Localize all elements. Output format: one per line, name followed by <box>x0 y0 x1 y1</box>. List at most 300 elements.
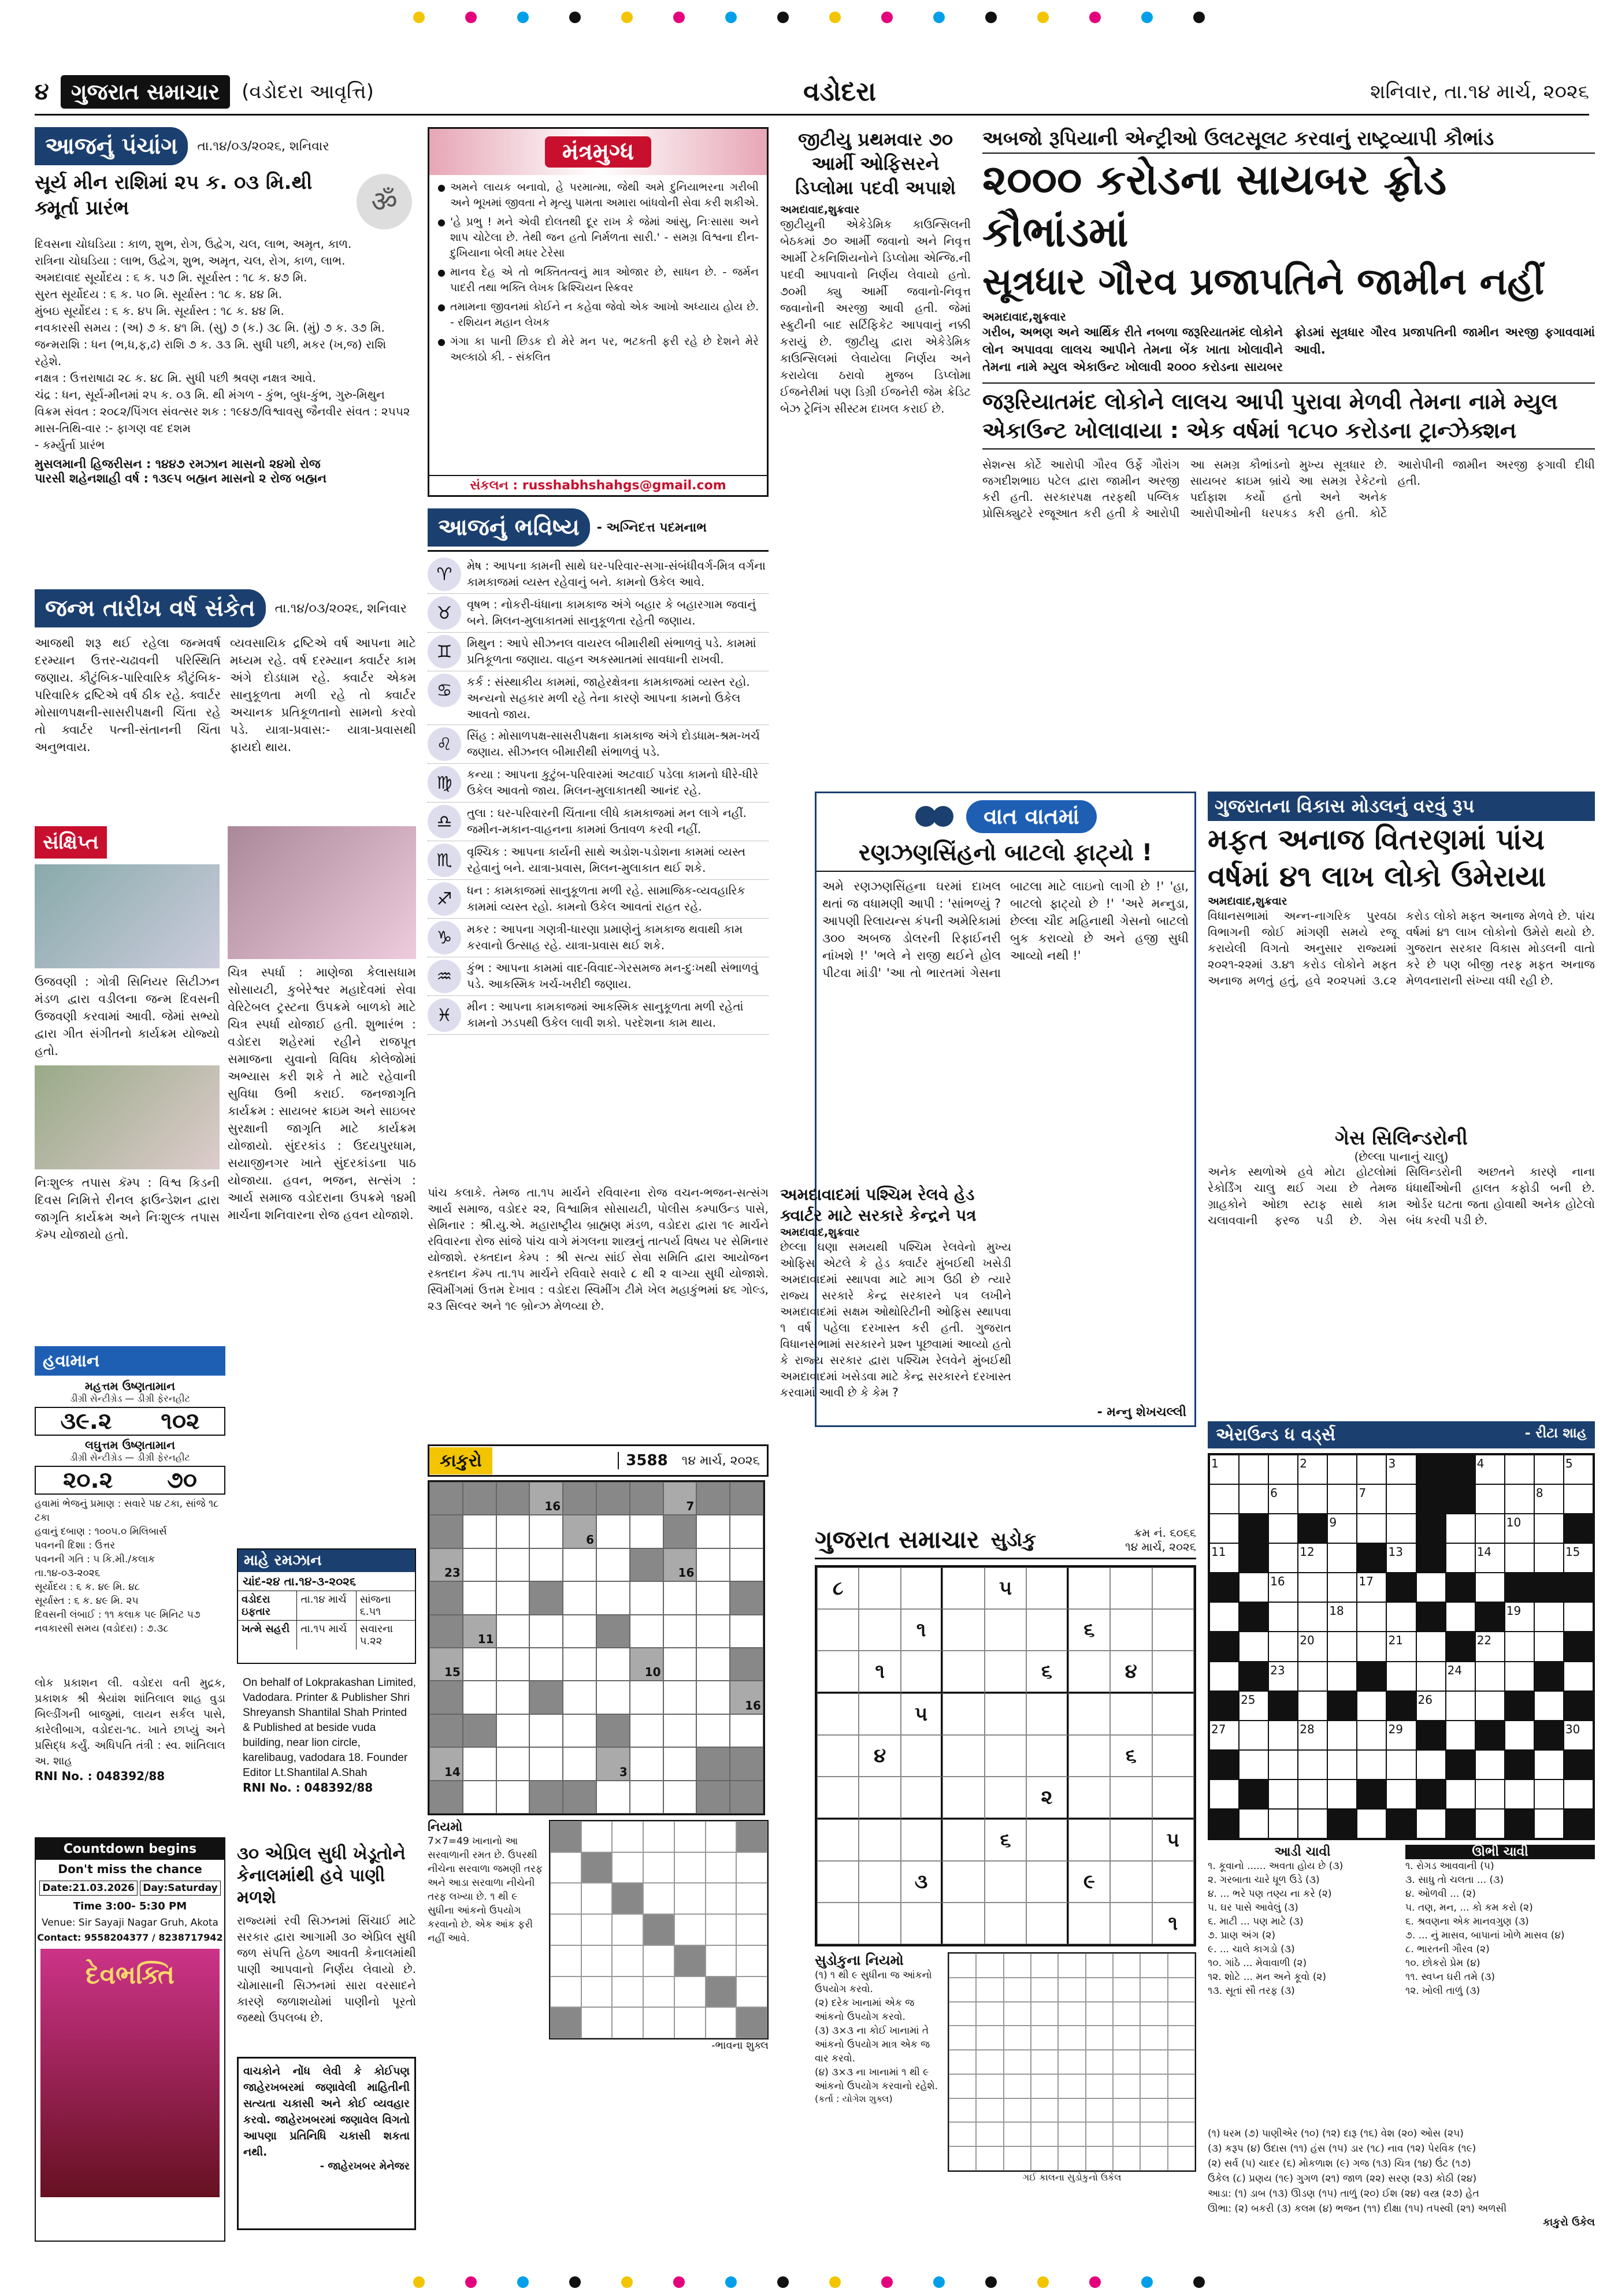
sudoku-answer-cell <box>949 1978 976 2002</box>
kakuro-answer-cell <box>581 1914 613 1945</box>
crossword-cell: 29 <box>1386 1721 1416 1750</box>
crossword-cell <box>1209 1779 1239 1809</box>
kakuro-cell <box>730 1548 763 1581</box>
kakuro-answer-cell <box>674 1883 706 1914</box>
water-body: રાજ્યમાં રવી સિઝનમાં સિંચાઈ માટે સરકાર દ્વારા આગામી ૩૦ એપ્રિલ સુધી જળ સંપત્તિ હેઠળ આવતી કેનાલમાંથી પાણી આપવાનો નિર્ણય લેવાયો છે. ચોમાસાની સિઝનમાં સારા વરસાદને કારણે જળાશયોમાં પાણીનો પૂરતો જથ્થો ઉપલબ્ધ છે. <box>237 1914 416 2024</box>
kakuro-cell <box>630 1515 663 1548</box>
kakuro-answer-cell <box>612 1977 643 2008</box>
crossword-section <box>1208 1421 1595 2224</box>
crossword-cell <box>1505 1455 1534 1484</box>
sudoku-rule: (૪) ૩×૩ ના ખાનામાં ૧ થી ૯ આંકનો ઉપયોગ કરવાનો રહેશે. <box>815 2067 938 2092</box>
sudoku-cell <box>901 1735 942 1777</box>
sudoku-cell <box>942 1693 984 1735</box>
kakuro-answer-cell <box>643 2007 674 2038</box>
down-clue: ૧. રોગડ આવવાની (૫) <box>1405 1860 1494 1873</box>
crossword-cell <box>1534 1632 1564 1661</box>
sudoku-cell <box>1068 1651 1110 1693</box>
sudoku-answer-cell <box>1058 2074 1085 2098</box>
bullet-icon: ● <box>437 336 446 347</box>
panchang-line: રાત્રિના ચોઘડિયા : લાભ, ઉદ્વેગ, શુભ, અમૃત, ચલ, રોગ, કાળ, લાભ. <box>35 254 346 268</box>
sudoku-cell <box>985 1903 1026 1944</box>
crossword-cell <box>1327 1809 1357 1838</box>
kakuro-answer-cell <box>674 1945 706 1977</box>
kakuro-answer-cell <box>736 1977 767 2008</box>
zodiac-icon: ♊ <box>428 635 461 668</box>
across-clue: ૧૩. સૂતાં સૌ તરફ (૩) <box>1208 1985 1295 1997</box>
sudoku-answer-cell <box>1031 2074 1058 2098</box>
mantra-text: 'હે પ્રભુ ! મને એવી દોલતથી દૂર રાખ કે જેમાં આંસુ, નિઃસાસા અને શાપ ચોટેલા છે. તેથી જન હતો નિર્મળતા સારી.' - સમગ્ર વિશ્વના દીન-દુખિયાના બેલી મધર ટેરેસા <box>450 216 759 259</box>
sankshipt-section <box>35 826 416 1335</box>
crossword-cell <box>1416 1632 1446 1661</box>
crossword-cell <box>1239 1779 1268 1809</box>
sudoku-answer-cell <box>976 2002 1003 2026</box>
sudoku-brand: ગુજરાત સમાચાર <box>815 1525 979 1554</box>
crossword-cell <box>1564 1514 1593 1543</box>
kakuro-clue: 16 <box>678 1566 695 1580</box>
crossword-cell <box>1386 1484 1416 1514</box>
sudoku-answer-cell <box>949 2050 976 2074</box>
countdown-contact: Contact: 9558204377 / 8238717942 <box>37 1932 223 1943</box>
crossword-cell <box>1416 1455 1446 1484</box>
mantra-compiler: સંકલન : russhabhshahgs@gmail.com <box>429 475 767 495</box>
sudoku-cell <box>942 1819 984 1861</box>
sudoku-answer-cell <box>1058 2002 1085 2026</box>
kakuro-cell <box>696 1681 730 1714</box>
kakuro-cell <box>563 1714 596 1747</box>
sudoku-cell <box>817 1651 859 1693</box>
sudoku-answer-cell <box>1086 2074 1113 2098</box>
cyber-head2: સૂત્રધાર ગૌરવ પ્રજાપતિને જામીન નહીં <box>982 260 1545 303</box>
kakuro-answer-cell <box>581 1852 613 1883</box>
crossword-cell <box>1505 1691 1534 1721</box>
crossword-cell <box>1239 1573 1268 1602</box>
kakuro-cell <box>563 1648 596 1681</box>
sudoku-answer-cell <box>1004 2074 1031 2098</box>
crossword-cell <box>1268 1602 1298 1632</box>
sudoku-grid <box>815 1565 1196 1946</box>
sudoku-answer-cell <box>949 2026 976 2050</box>
crossword-cell <box>1327 1484 1357 1514</box>
sudoku-rules <box>815 1968 942 2093</box>
weather-max-units: ડીગ્રી સેન્ટીગ્રેડ — ડીગ્રી ફેરનહીટ <box>70 1393 190 1404</box>
crossword-cell <box>1534 1750 1564 1779</box>
ramzan-row <box>238 1620 415 1649</box>
kakuro-cell <box>696 1581 730 1614</box>
sudoku-answer-cell <box>1058 1953 1085 1978</box>
bhavishya-author: - અગ્નિદત્ત પદમનાભ <box>596 520 707 535</box>
notice-sign: - જાહેરખબર મેનેજર <box>320 2160 410 2172</box>
sudoku-answer-cell <box>1168 2146 1195 2171</box>
countdown-sub: Don't miss the chance <box>58 1862 202 1876</box>
kakuro-cell <box>529 1515 563 1548</box>
sudoku-cell: ૧ <box>901 1609 942 1651</box>
sudoku-rule: (૩) ૩×૩ ના કોઈ ખાનામાં તે આંકનો ઉપયોગ માત્ર એક જ વાર કરવો. <box>815 2025 930 2064</box>
sudoku-answer-cell <box>976 1953 1003 1978</box>
ramzan-rows <box>238 1591 415 1649</box>
crossword-cell <box>1446 1514 1475 1543</box>
show-title: દેવભક્તિ <box>85 1960 175 1990</box>
zodiac-row <box>428 555 769 594</box>
weather-min-units: ડીગ્રી સેન્ટીગ્રેડ — ડીગ્રી ફેરનહીટ <box>70 1452 190 1463</box>
kakuro-answer-cell <box>706 1821 737 1852</box>
sudoku-answer-grid <box>948 1952 1196 2172</box>
sudoku-answer-cell <box>1168 2002 1195 2026</box>
crossword-cell <box>1505 1662 1534 1691</box>
kakuro-cell <box>563 1482 596 1515</box>
sudoku-answer-cell <box>1031 1953 1058 1978</box>
cyber-kicker: અબજો રૂપિયાની એન્ટ્રીઓ ઉલટસૂલટ કરવાનું રાષ્ટ્રવ્યાપી કૌભાંડ <box>982 127 1595 154</box>
sudoku-answer-cell <box>976 2074 1003 2098</box>
bhavishya-title: આજનું ભવિષ્ય <box>428 508 590 547</box>
kakuro-cell <box>563 1681 596 1714</box>
sudoku-section <box>815 1525 1196 2219</box>
kakuro-cell <box>630 1714 663 1747</box>
panchang-line: નવકારસી સમય : (અ) ૭ ક. ૪૧ મિ. (સુ) ૭ (ક.) ૩૮ મિ. (મું) ૭ ક. ૩૭ મિ. <box>35 321 385 335</box>
sudoku-cell <box>817 1861 859 1903</box>
zodiac-row <box>428 671 769 725</box>
crossword-cell <box>1357 1691 1386 1721</box>
kakuro-clue: 15 <box>444 1665 461 1680</box>
zodiac-row <box>428 803 769 841</box>
sudoku-cell <box>1068 1903 1110 1944</box>
sudoku-cell <box>1152 1651 1194 1693</box>
kakuro-cell <box>663 1747 697 1780</box>
sudoku-answer-cell <box>1168 2026 1195 2050</box>
across-clue: ૫. ઘર પાસે આવેલું (૩) <box>1208 1902 1298 1914</box>
crossword-grid <box>1208 1453 1595 1840</box>
kakuro-answer-cell <box>736 1914 767 1945</box>
kakuro-cell <box>696 1515 730 1548</box>
kakuro-answer-cell <box>643 1852 674 1883</box>
sudoku-cell <box>1068 1777 1110 1819</box>
crossword-cell <box>1564 1602 1593 1632</box>
sudoku-rule: (૧) ૧ થી ૯ સુધીના જ આંકનો ઉપયોગ કરવો. <box>815 1970 932 1995</box>
sudoku-cell <box>1152 1609 1194 1651</box>
kakuro-cell <box>730 1714 763 1747</box>
ramzan-chand: ચાંદ-૨૪ તા.૧૪-૩-૨૦૨૬ <box>243 1574 357 1588</box>
diploma-news <box>780 127 971 797</box>
kakuro-answer-cell <box>581 2007 613 2038</box>
sudoku-cell <box>859 1609 900 1651</box>
kakuro-cell <box>429 1714 463 1747</box>
sudoku-cell <box>817 1735 859 1777</box>
crossword-cell <box>1505 1721 1534 1750</box>
kakuro-answer-cell <box>550 2007 581 2038</box>
vaat-author: - મન્નુ શેખચલ્લી <box>1097 1405 1186 1420</box>
sudoku-answer-cell <box>1058 2050 1085 2074</box>
weather-max-f: ૧૦૨ <box>161 1408 200 1435</box>
sudoku-cell <box>1110 1567 1152 1609</box>
crossword-cell <box>1505 1750 1534 1779</box>
vikas-dateline: અમદાવાદ,શુક્રવાર <box>1208 895 1287 908</box>
crossword-cell <box>1386 1662 1416 1691</box>
kakuro-answer-cell <box>674 1852 706 1883</box>
kakuro-answer-cell <box>550 1945 581 1977</box>
reader-notice: વાચકોને નોંધ લેવી કે કોઈપણ જાહેરખબરમાં જણાવેલી માહિતીની સત્યતા ચકાસી અને કોઈ વ્યવહાર કરવો. જાહેરખબરમાં જણાવેલ વિગતો આપણા પ્રતિનિધિ ચકાસી શકતા નથી. - જાહેરખબર મેનેજર <box>237 2057 416 2230</box>
kakuro-cell <box>496 1515 530 1548</box>
kakuro-cell <box>630 1482 663 1515</box>
across-clue: ૨. ગરબાતા ચારે ધૂળ ઉડે (૩) <box>1208 1874 1320 1886</box>
across-clue: ૬. માટી ... પણ માટે (૩) <box>1208 1916 1304 1928</box>
crossword-cell: 3 <box>1386 1455 1416 1484</box>
kakuro-cell <box>463 1515 496 1548</box>
sudoku-answer-cell <box>1168 1978 1195 2002</box>
sudoku-num: ક્રમ નં. ૬૦૬૬ <box>1134 1526 1196 1540</box>
crossword-cell <box>1446 1455 1475 1484</box>
sankshipt-item-1: ઉજવણી : ગોત્રી સિનિયર સિટીઝન મંડળ દ્વારા વડીલના જન્મ દિવસની ઉજવણી કરવામાં આવી. જેમાં સભ્યો દ્વારા ગીત સંગીતનો કાર્યક્રમ યોજ્યો હતો. <box>35 975 220 1058</box>
sudoku-cell <box>1026 1861 1068 1903</box>
kakuro-answer-cell <box>674 1977 706 2008</box>
weather-min-c: ૨૦.૨ <box>62 1467 113 1493</box>
bullet-icon: ● <box>437 302 446 313</box>
kakuro-answer-cell <box>581 1883 613 1914</box>
kakuro-cell <box>496 1747 530 1780</box>
sudoku-answer-cell <box>976 2122 1003 2146</box>
sudoku-cell: ૧ <box>1152 1903 1194 1944</box>
mantra-title: મંત્રમુગ્ધ <box>545 136 651 168</box>
crossword-cell <box>1239 1721 1268 1750</box>
zodiac-row <box>428 594 769 633</box>
crossword-cell: 20 <box>1298 1632 1327 1661</box>
answer-line: (૩) કરૂપ (૪) ઉદાસ (૧૧) હંસ (૧૫) ડાર (૧૮) નાવ (૧૨) પેરવિક (૧૯) <box>1208 2143 1476 2154</box>
event-photo-1 <box>35 864 220 968</box>
sudoku-answer-cell <box>1004 1953 1031 1978</box>
crossword-cell <box>1416 1514 1446 1543</box>
ramzan-label: વડોદરા ઇફતાર <box>242 1593 271 1618</box>
weather-line: હવામાં ભેજનું પ્રમાણ : સવારે ૫૪ ટકા, સાંજે ૧૮ ટકા <box>35 1498 219 1524</box>
panchang-headline: સૂર્ય મીન રાશિમાં ૨૫ ક. ૦૩ મિ.થી ક્મૂર્તા પ્રારંભ <box>35 171 313 220</box>
crossword-cell <box>1327 1455 1357 1484</box>
crossword-cell <box>1446 1721 1475 1750</box>
kakuro-cell <box>463 1714 496 1747</box>
muslim-date: મુસલમાની હિજરીસન : ૧૪૪૭ રમઝાન માસનો ૨૪મો રોજ <box>35 457 321 471</box>
sudoku-answer-cell <box>1140 1978 1167 2002</box>
sudoku-answer-cell <box>1140 2122 1167 2146</box>
crossword-cell: 5 <box>1564 1455 1593 1484</box>
kakuro-answer-cell <box>550 1852 581 1883</box>
panchang-lines <box>35 236 416 454</box>
kakuro-cell <box>663 1681 697 1714</box>
bullet-icon: ● <box>437 217 446 228</box>
panchang-line: માસ-તિથિ-વાર :- ફાગણ વદ દશમ <box>35 421 191 435</box>
sudoku-cell <box>817 1903 859 1944</box>
kakuro-cell <box>563 1747 596 1780</box>
crossword-cell <box>1446 1543 1475 1573</box>
zodiac-text: તુલા : ઘર-પરિવારની ચિંતાના લીધે કામકાજમાં મન લાગે નહીં. જમીન-મકાન-વાહનના કામમાં ઉતાવળ કરવી નહીં. <box>467 806 747 836</box>
sudoku-cell <box>859 1777 900 1819</box>
answer-line: (૧) ધરમ (૭) પાણીએર (૧૦) (૧૨) દારૂ (૧૬) વેશ (૨૦) ઓસ (૨૫) <box>1208 2128 1464 2139</box>
crossword-cell <box>1446 1632 1475 1661</box>
kakuro-clue: 16 <box>544 1499 561 1514</box>
sudoku-date: ૧૪ માર્ચ, ૨૦૨૬ <box>1125 1540 1196 1554</box>
crossword-cell <box>1268 1809 1298 1838</box>
crossword-cell <box>1386 1779 1416 1809</box>
bullet-icon: ● <box>437 182 446 193</box>
sudoku-cell <box>1026 1819 1068 1861</box>
kakuro-answer-cell <box>706 1914 737 1945</box>
kakuro-grid <box>428 1480 765 1815</box>
crossword-cell <box>1239 1484 1268 1514</box>
crossword-cell <box>1386 1750 1416 1779</box>
kakuro-answer-cell <box>550 1883 581 1914</box>
crossword-cell: 18 <box>1327 1602 1357 1632</box>
across-clue: ૭. પ્રાણ અંગ (૨) <box>1208 1930 1276 1942</box>
crossword-cell <box>1357 1750 1386 1779</box>
kakuro-cell <box>730 1581 763 1614</box>
crossword-cell <box>1564 1779 1593 1809</box>
sudoku-answer-cell <box>1086 2098 1113 2123</box>
sudoku-answer-cell <box>1004 2122 1031 2146</box>
zodiac-text: વૃશ્ચિક : આપના કાર્યની સાથે અડોશ-પડોશના કામમાં વ્યસ્ત રહેવાનું બને. યાત્રા-પ્રવાસ, મિલન-મુલાકાત થઈ શકે. <box>467 845 746 875</box>
crossword-cell <box>1357 1602 1386 1632</box>
weather-line: દિવસની લંબાઈ : ૧૧ કલાક ૫૯ મિનિટ ૫૭ <box>35 1609 201 1621</box>
crossword-cell: 15 <box>1564 1543 1593 1573</box>
sudoku-answer-cell <box>1058 2122 1085 2146</box>
issue-date: શનિવાર, તા.૧૪ માર્ચ, ૨૦૨૬ <box>1370 80 1589 103</box>
sudoku-answer-cell <box>976 1978 1003 2002</box>
sudoku-cell <box>985 1735 1026 1777</box>
sudoku-cell <box>985 1651 1026 1693</box>
crossword-cell <box>1357 1455 1386 1484</box>
sudoku-answer-cell <box>1004 2050 1031 2074</box>
sudoku-answer-cell <box>1058 2026 1085 2050</box>
answer-line: (૨) સર્વ (૫) ચાદર (૬) મોકળાશ (૯) ગજ (૧૩) ચિત્ર (૧૪) ઉંટ (૧૭) <box>1208 2158 1471 2169</box>
crossword-cell: 19 <box>1505 1602 1534 1632</box>
crossword-cell: 8 <box>1534 1484 1564 1514</box>
answer-line: આડા: (૧) ડાબ (૧૩) ઊડણ (૧૫) તાળું (૨૦) ઈશ (૨૪) વસ્ત્ર (૨૭) હેત <box>1208 2188 1479 2200</box>
crossword-cell <box>1298 1484 1327 1514</box>
crossword-cell <box>1327 1632 1357 1661</box>
crossword-cell <box>1239 1809 1268 1838</box>
zodiac-icon: ♌ <box>428 727 461 761</box>
down-clue: ૩. સાધુ તો ચલતા ... (૩) <box>1405 1874 1504 1886</box>
diploma-body: જીટીયુની એકેડેમિક કાઉન્સિલની બેઠકમાં ૭૦ આર્મી જવાનો અને નિવૃત્ત આર્મી ટેકનિશિયનોને ડિપ્લોમા એન્જિ.ની પદવી આપવાનો નિર્ણય લેવાયો હતો. ૭૦મી ક્યુ આર્મી જવાનો-નિવૃત્ત જવાનોની અરજી આવી હતી. જેમાં સ્ક્રુટીની બાદ સર્ટિફિકેટ આપવાનું નક્કી કરાયું છે. જીટીયુ દ્વારા એકેડેમિક કાઉન્સિલમાં લેવાયેલા નિર્ણય અને કરાયેલા ઠરાવો મુજબ ડિપ્લોમા ઈજનેરીમાં પણ ડિગ્રી ઈજનેરી જેમ ક્રેડિટ બેઝ ટ્રેનિંગ સીસ્ટમ દાખલ કરાઈ છે. <box>780 217 971 415</box>
page-header <box>35 69 1589 116</box>
city-title: વડોદરા <box>803 75 877 107</box>
sudoku-answer-cell <box>1168 1953 1195 1978</box>
zodiac-text: મકર : આપના ગણત્રી-ધારણા પ્રમાણેનું કામકાજ થવાથી કામ કરવાનો ઉત્સાહ રહે. યાત્રા-પ્રવાસ થઈ શકે. <box>467 922 743 952</box>
crossword-cell <box>1357 1809 1386 1838</box>
vaat-title: વાત વાતમાં <box>966 800 1097 833</box>
weather-line: પવનની દિશા : ઉત્તર <box>35 1540 116 1551</box>
sudoku-cell: ૮ <box>817 1567 859 1609</box>
kakuro-answer-cell <box>550 1977 581 2008</box>
kakuro-cell <box>630 1681 663 1714</box>
kakuro-answer-cell <box>674 2007 706 2038</box>
crossword-cell <box>1416 1750 1446 1779</box>
sudoku-cell: ૬ <box>1110 1735 1152 1777</box>
kakuro-rules-title: નિયમો <box>428 1820 463 1834</box>
birthday-col2: વ્યવસાયિક દ્રષ્ટિએ વર્ષ આપના માટે મધ્યમ રહે. વર્ષ દરમ્યાન ક્વાર્ટર કામ અંગે દોડધામ રહે. ક્વાર્ટર એકમ સાનુકૂળતા મળી રહે તો ક્વાર્ટર અચાનક પ્રતિકૂળતાનો સામનો કરવો પડે. યાત્રા-પ્રવાસ:- યાત્રા-પ્રવાસથી ફાયદો થાય. <box>230 636 416 754</box>
sudoku-cell <box>985 1777 1026 1819</box>
across-clue: ૧. કૂવાનો ...... અવતા હોય છે (૩) <box>1208 1860 1344 1873</box>
ramzan-row <box>238 1591 415 1620</box>
water-head: ૩૦ એપ્રિલ સુધી ખેડૂતોને કેનાલમાંથી હવે પાણી મળશે <box>237 1844 406 1908</box>
sudoku-answer-cell <box>1086 2122 1113 2146</box>
crossword-cell <box>1534 1779 1564 1809</box>
kakuro-cell <box>529 1482 563 1515</box>
zodiac-text: કર્ક : સંસ્થાકીય કામમાં, જાહેરક્ષેત્રના કામકાજમાં વ્યસ્ત રહો. અન્યનો સહકાર મળી રહે તેના કારણે આપના કામનો ઉકેલ આવતો જાય. <box>467 675 750 721</box>
zodiac-icon: ♒ <box>428 960 461 993</box>
crossword-cell <box>1446 1750 1475 1779</box>
kakuro-answer-grid <box>549 1820 769 2039</box>
sudoku-answer-cell <box>976 2050 1003 2074</box>
kakuro-cell <box>663 1648 697 1681</box>
vikas-head: મફત અનાજ વિતરણમાં પાંચ વર્ષમાં ૪૧ લાખ લોકો ઉમેરાયા <box>1208 823 1546 893</box>
kakuro-answer-cell <box>612 1852 643 1883</box>
vikas-news <box>1208 792 1595 1121</box>
kakuro-cell <box>663 1581 697 1614</box>
crossword-cell <box>1564 1484 1593 1514</box>
sudoku-cell <box>859 1861 900 1903</box>
countdown-day: Day:Saturday <box>140 1881 220 1896</box>
countdown-venue: Venue: Sir Sayaji Nagar Gruh, Akota <box>42 1917 218 1929</box>
mantra-item <box>437 265 759 296</box>
countdown-date: Date:21.03.2026 <box>39 1881 138 1896</box>
crossword-cell <box>1357 1779 1386 1809</box>
sudoku-cell: ૫ <box>1152 1819 1194 1861</box>
sudoku-rule: (૨) દરેક ખાનામાં એક જ આંકનો ઉપયોગ કરવો. <box>815 1997 915 2023</box>
sudoku-cell <box>942 1903 984 1944</box>
sudoku-cell <box>942 1567 984 1609</box>
zodiac-row <box>428 841 769 880</box>
crossword-cell <box>1416 1543 1446 1573</box>
sudoku-answer-cell <box>1004 1978 1031 2002</box>
sudoku-answer-note: ગઈ કાલના સુડોકુનો ઉકેલ <box>1022 2172 1122 2183</box>
weather-line: સૂર્યોદય : ૬ ક. ૪૯ મિ. ૪૮ <box>35 1581 140 1593</box>
sudoku-cell: ૪ <box>859 1735 900 1777</box>
sudoku-cell <box>942 1609 984 1651</box>
sudoku-cell <box>942 1861 984 1903</box>
crossword-cell <box>1386 1573 1416 1602</box>
sudoku-answer-cell <box>1031 2026 1058 2050</box>
crossword-cell: 11 <box>1209 1543 1239 1573</box>
event-photo-2 <box>35 1065 220 1169</box>
sudoku-answer-cell <box>1004 2026 1031 2050</box>
crossword-cell: 6 <box>1268 1484 1298 1514</box>
kakuro-answer-cell <box>736 1945 767 1977</box>
vaat-body: અમે રણઝણસિંહના ઘરમાં દાખલ થતાં જ વધામણી આપી : 'સાંભળ્યું ? આપણી રિલાયન્સ કંપની અમેરિકામાં ૩૦૦ અબજ ડોલરની રિફાઈનરી નાંખશે !' 'ભલે ને રાજી થઈને હોલ પીટવા માંડી' 'આ તો ભારતમાં ગેસના બાટલા માટે લાઇનો લાગી છે !' 'હા, બાટલો ફાટ્યો છે !' 'અરે મન્નુડા, છેલ્લા ચૌદ મહિનાથી ગેસનો બાટલો બુક કરાવ્યો છે અને હજી સુધી આવ્યો નથી !' <box>822 879 1189 980</box>
kakuro-cell <box>696 1648 730 1681</box>
kakuro-cell <box>463 1615 496 1648</box>
cyber-lead: ગરીબ, અભણ અને આર્થિક રીતે નબળા જરૂરિયાતમંદ લોકોને લોન અપાવવા લાલચ આપીને તેમના બેંક ખાતા ખોલાવીને તેમના નામે મ્યુલ એકાઉન્ટ ખોલાવી ૨૦૦૦ કરોડના સાયબર ફ્રોડમાં સૂત્રધાર ગૌરવ પ્રજાપતિની જામીન અરજી ફગાવવામાં આવી. <box>982 325 1595 374</box>
kakuro-answer-cell <box>706 1883 737 1914</box>
zodiac-row <box>428 957 769 996</box>
crossword-cell <box>1505 1632 1534 1661</box>
crossword-cell <box>1298 1662 1327 1691</box>
kakuro-answer-cell <box>643 1883 674 1914</box>
down-clue: ૬. શ્રવણના એક માનવગુણ (૩) <box>1405 1916 1529 1928</box>
zodiac-text: મેષ : આપના કામની સાથે ઘર-પરિવાર-સગા-સંબંધીવર્ગ-મિત્ર વર્ગના કામકાજમાં વ્યસ્ત રહેવાનું બને. કામનો ઉકેલ આવે. <box>467 559 766 589</box>
kakuro-cell <box>496 1482 530 1515</box>
crossword-cell <box>1416 1602 1446 1632</box>
bhavishya-section <box>428 508 769 1173</box>
crossword-cell <box>1475 1484 1505 1514</box>
zodiac-text: કન્યા : આપના કુટુંબ-પરિવારમાં અટવાઈ પડેલા કામનો ધીરે-ધીરે ઉકેલ આવતો જાય. મિલન-મુલાકાતથી આનંદ રહે. <box>467 767 759 797</box>
sudoku-answer-cell <box>949 2098 976 2123</box>
sudoku-cell <box>1110 1903 1152 1944</box>
down-clue: ૧૨. ખોલી તાળું (૩) <box>1405 1985 1480 1997</box>
crossword-cell <box>1475 1809 1505 1838</box>
railway-news <box>780 1184 1011 1439</box>
crossword-cell <box>1239 1602 1268 1632</box>
crossword-cell <box>1505 1484 1534 1514</box>
sudoku-cell <box>1152 1777 1194 1819</box>
panchang-line: જન્મરાશિ : ધન (ભ,ધ,ફ,ઢ) રાશિ ૭ ક. ૩૩ મિ. સુધી પછી, મકર (ખ,જ) રાશિ રહેશે. <box>35 337 387 368</box>
crossword-cell: 27 <box>1209 1721 1239 1750</box>
sudoku-cell <box>1068 1693 1110 1735</box>
crossword-cell <box>1268 1779 1298 1809</box>
